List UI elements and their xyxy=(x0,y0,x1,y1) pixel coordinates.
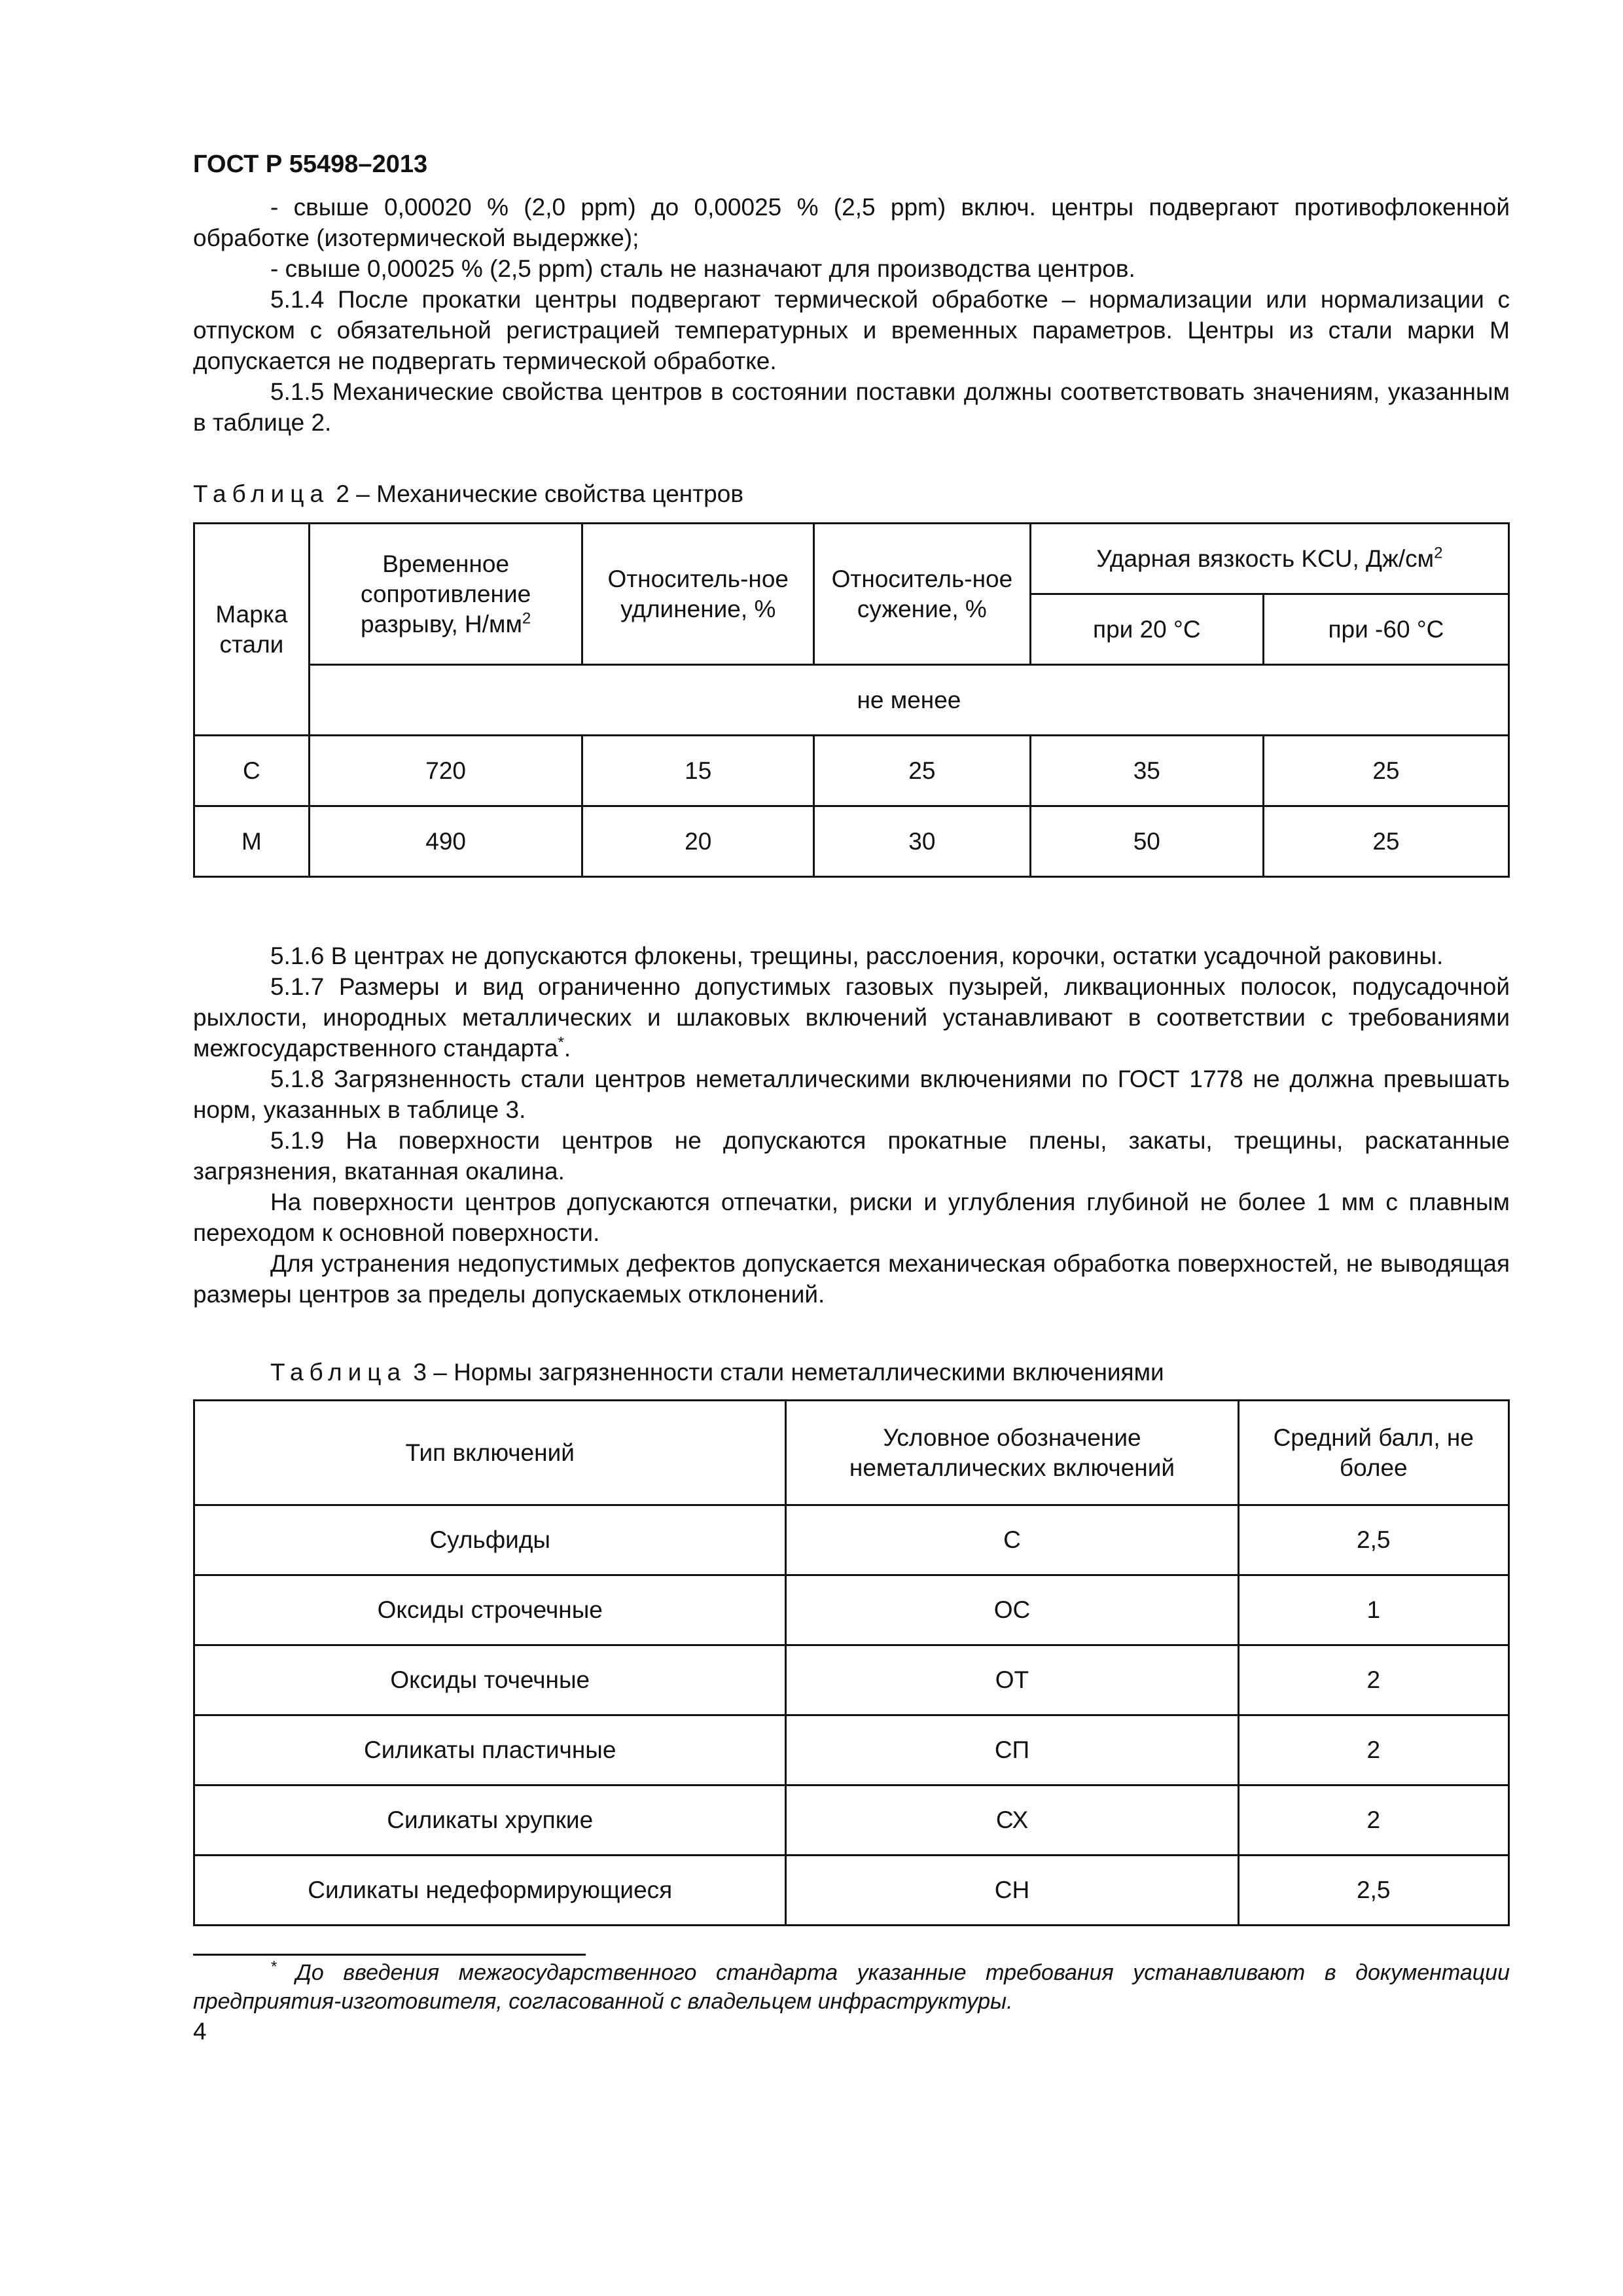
document-page xyxy=(193,151,1510,2046)
paragraph-ppm-range: - свыше 0,00020 % (2,0 ppm) до 0,00025 % (2,5 ppm) включ. центры подвергают противофлокенной обработке (изотермической выдержке); xyxy=(193,194,1510,251)
page-number: 4 xyxy=(193,2018,207,2045)
footnote: * До введения межгосударственного стандарта указанные требования устанавливают в документации предприятия-изготовителя, согласованной с владельцем инфраструктуры. xyxy=(193,1958,1510,2014)
document-header: ГОСТ Р 55498–2013 xyxy=(193,151,428,178)
table-row xyxy=(194,1715,1509,1785)
table3-header-score: Средний балл, не более xyxy=(1238,1401,1508,1505)
table3-cell: 2 xyxy=(1238,1715,1508,1785)
table3-cell: Оксиды строчечные xyxy=(194,1575,786,1645)
table3-cell: Сульфиды xyxy=(194,1505,786,1575)
table2-header-impact: Ударная вязкость KCU, $Дж/см^2$ xyxy=(1030,524,1508,594)
paragraph-5-1-4: 5.1.4 После прокатки центры подвергают термической обработке – нормализации или нормализации с отпуском с обязательной регистрацией температурных и временных параметров. Центры из стали марки М допускается не подвергать термической обработке. xyxy=(193,286,1510,374)
paragraph-5-1-5: 5.1.5 Механические свойства центров в состоянии поставки должны соответствовать значениям, указанным в таблице 2. xyxy=(193,378,1510,436)
table3-cell: СХ xyxy=(786,1785,1238,1856)
table2-cell: 15 xyxy=(582,736,814,806)
table2-header-atm60: при -60 °С xyxy=(1263,594,1508,665)
table2-cell: 35 xyxy=(1030,736,1263,806)
paragraph-ppm-over: - свыше 0,00025 % (2,5 ppm) сталь не назначают для производства центров. xyxy=(270,255,1135,282)
table2-cell: 25 xyxy=(814,736,1031,806)
paragraph-5-1-6: 5.1.6 В центрах не допускаются флокены, трещины, расслоения, корочки, остатки усадочной раковины. xyxy=(270,942,1444,969)
table3-cell: 2 xyxy=(1238,1645,1508,1715)
table2-header-grade: Марка стали xyxy=(194,524,310,736)
table3-cell: Силикаты недеформирующиеся xyxy=(194,1856,786,1926)
table2-cell: С xyxy=(194,736,310,806)
paragraph-defect-removal: Для устранения недопустимых дефектов допускается механическая обработка поверхностей, не выводящая размеры центров за пределы допускаемых отклонений. xyxy=(193,1250,1510,1308)
table2-header-tensile: Временное сопротивление разрыву, $Н/мм^2$ xyxy=(309,524,582,665)
table3-header-type: Тип включений xyxy=(194,1401,786,1505)
table-row xyxy=(194,1856,1509,1926)
paragraph-surface-marks: На поверхности центров допускаются отпечатки, риски и углубления глубиной не более 1 мм с плавным переходом к основной поверхности. xyxy=(193,1189,1510,1246)
table2-cell: 50 xyxy=(1030,806,1263,877)
table3-cell: ОТ xyxy=(786,1645,1238,1715)
table2-mechanical-properties xyxy=(193,522,1510,878)
paragraph-5-1-9: 5.1.9 На поверхности центров не допускаются прокатные плены, закаты, трещины, раскатанные загрязнения, вкатанная окалина. xyxy=(193,1127,1510,1185)
table3-cell: Силикаты хрупкие xyxy=(194,1785,786,1856)
table2-header-reduction: Относитель-ное сужение, % xyxy=(814,524,1031,665)
table2-cell: 490 xyxy=(309,806,582,877)
table-row xyxy=(194,1505,1509,1575)
table2-header-elongation: Относитель-ное удлинение, % xyxy=(582,524,814,665)
paragraph-5-1-8: 5.1.8 Загрязненность стали центров неметаллическими включениями по ГОСТ 1778 не должна превышать норм, указанных в таблице 3. xyxy=(193,1066,1510,1123)
table-row xyxy=(194,1645,1509,1715)
table-row xyxy=(194,736,1509,806)
table2-caption: Таблица 2 – Механические свойства центров xyxy=(193,480,743,507)
table3-cell: СП xyxy=(786,1715,1238,1785)
table3-cell: СН xyxy=(786,1856,1238,1926)
table3-cell: Силикаты пластичные xyxy=(194,1715,786,1785)
table3-cell: С xyxy=(786,1505,1238,1575)
footnote-mark: * xyxy=(270,1958,277,1976)
table3-caption: Таблица 3 – Нормы загрязненности стали неметаллическими включениями xyxy=(270,1359,1164,1386)
table-row xyxy=(194,806,1509,877)
table2-header-at20: при 20 °С xyxy=(1030,594,1263,665)
table3-header-designation: Условное обозначение неметаллических включений xyxy=(786,1401,1238,1505)
table2-cell: 30 xyxy=(814,806,1031,877)
table3-cell: 2,5 xyxy=(1238,1505,1508,1575)
table3-cell: Оксиды точечные xyxy=(194,1645,786,1715)
table2-cell: М xyxy=(194,806,310,877)
footnote-divider xyxy=(193,1954,586,1956)
table3-inclusions xyxy=(193,1399,1510,1926)
table3-cell: ОС xyxy=(786,1575,1238,1645)
table3-cell: 1 xyxy=(1238,1575,1508,1645)
paragraph-5-1-7: 5.1.7 Размеры и вид ограниченно допустимых газовых пузырей, ликвационных полосок, подусадочной рыхлости, инородных металлических и шлаковых включений устанавливают в соответствии с требованиями межгосударственного стандарта*. xyxy=(193,973,1510,1062)
table2-header-min: не менее xyxy=(309,665,1508,736)
table2-cell: 20 xyxy=(582,806,814,877)
footnote-mark: * xyxy=(558,1033,564,1052)
table2-cell: 25 xyxy=(1263,806,1508,877)
table-row xyxy=(194,1785,1509,1856)
table3-cell: 2,5 xyxy=(1238,1856,1508,1926)
table3-cell: 2 xyxy=(1238,1785,1508,1856)
table-row xyxy=(194,1575,1509,1645)
table2-cell: 720 xyxy=(309,736,582,806)
table2-cell: 25 xyxy=(1263,736,1508,806)
